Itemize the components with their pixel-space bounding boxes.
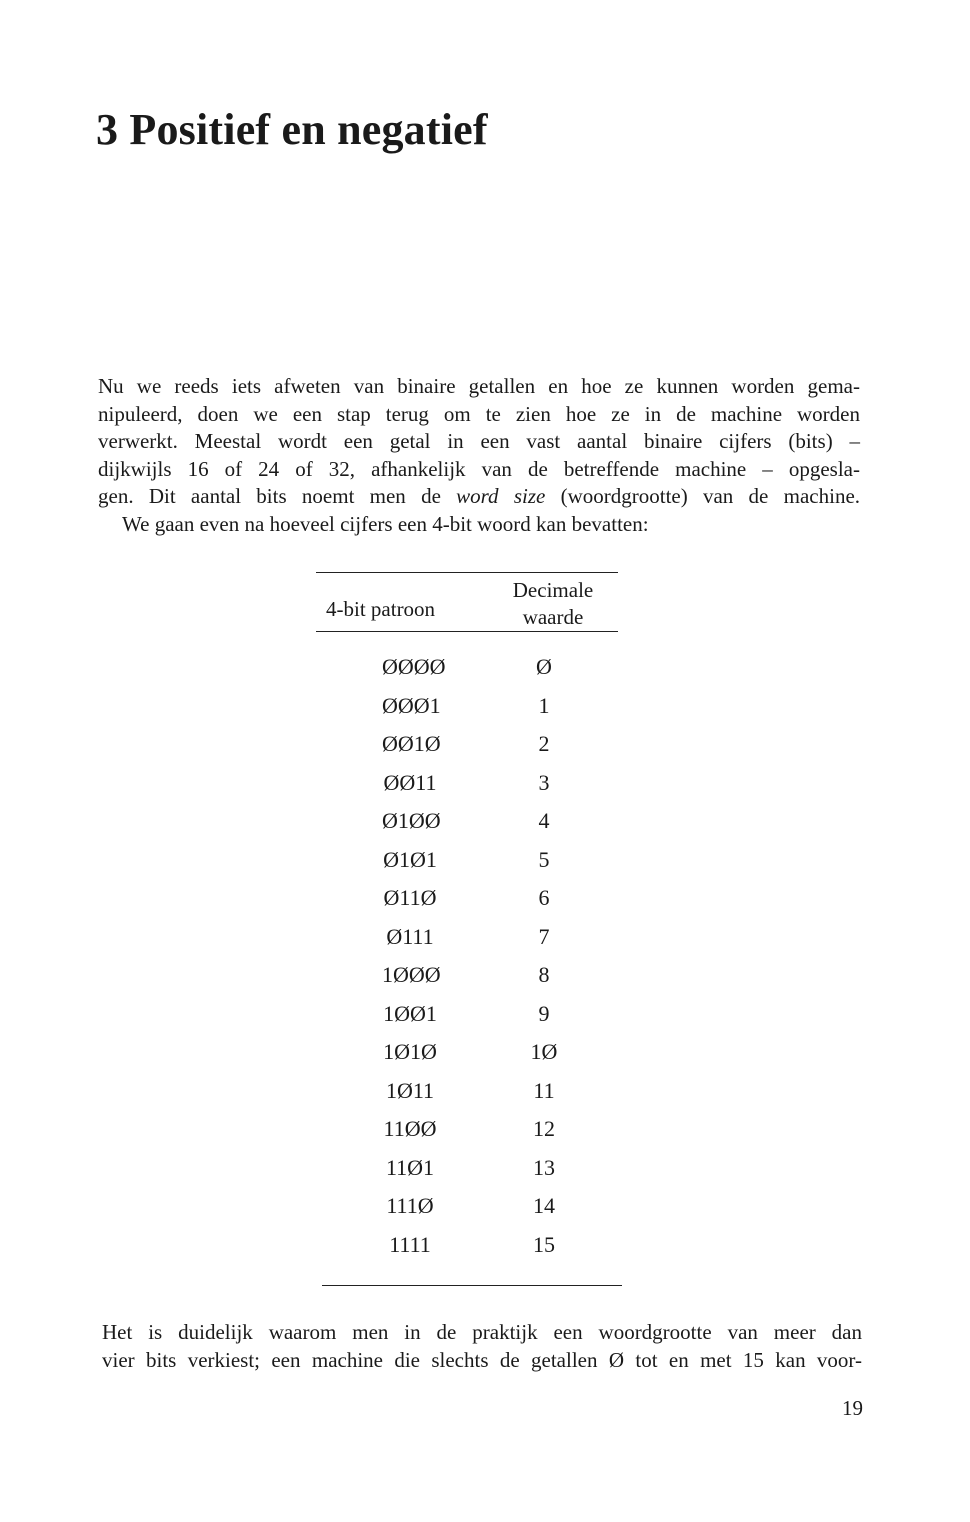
bit-pattern-cell: Ø111 xyxy=(386,923,434,949)
decimal-value-cell: 2 xyxy=(538,731,550,756)
bit-pattern-cell: 1Ø11 xyxy=(385,1077,435,1103)
bit-pattern-table xyxy=(316,572,618,1270)
decimal-value-cell: 15 xyxy=(533,1231,555,1257)
decimal-value-cell: 6 xyxy=(538,885,550,910)
decimal-value-cell: 8 xyxy=(538,962,550,987)
bit-pattern-cell: Ø1Ø1 xyxy=(383,846,437,872)
column-header-value-line1: Decimale xyxy=(512,578,594,602)
decimal-value-cell: 7 xyxy=(538,923,550,949)
bit-pattern-cell: 1ØØ1 xyxy=(383,1000,437,1026)
table-row xyxy=(316,885,618,924)
table-body xyxy=(316,654,618,1270)
decimal-value-cell: 1 xyxy=(538,692,550,718)
intro-line: Nu we reeds iets afweten van binaire getallen en hoe ze kunnen worden gema- xyxy=(98,374,860,398)
bit-pattern-cell: 1111 xyxy=(389,1231,431,1257)
decimal-value-cell: 3 xyxy=(538,769,550,795)
table-row xyxy=(316,1193,618,1232)
table-header xyxy=(316,573,618,631)
table-row xyxy=(316,1232,618,1271)
bit-pattern-cell: ØØØ1 xyxy=(382,692,441,718)
table-row xyxy=(316,654,618,693)
column-header-value-line2: waarde xyxy=(522,605,584,629)
bit-pattern-cell: 1ØØØ xyxy=(382,962,441,987)
bit-pattern-cell: ØØØØ xyxy=(382,654,446,679)
bit-pattern-cell: ØØ11 xyxy=(383,769,437,795)
intro-paragraph xyxy=(98,373,860,538)
outro-line: Het is duidelijk waarom men in de praktijk een woordgrootte van meer dan xyxy=(102,1320,862,1344)
chapter-heading: 3 Positief en negatief xyxy=(96,105,488,154)
bit-pattern-cell: 11ØØ xyxy=(383,1116,437,1141)
decimal-value-cell: 12 xyxy=(533,1116,555,1141)
table-row xyxy=(316,693,618,732)
column-header-pattern: 4-bit patroon xyxy=(326,597,436,621)
table-row xyxy=(316,1039,618,1078)
decimal-value-cell: 11 xyxy=(533,1077,555,1103)
bit-pattern-cell: ØØ1Ø xyxy=(382,731,441,756)
bit-pattern-cell: 1Ø1Ø xyxy=(383,1039,437,1064)
table-row xyxy=(316,808,618,847)
table-row xyxy=(316,1078,618,1117)
intro-line: We gaan even na hoeveel cijfers een 4-bit woord kan bevatten: xyxy=(122,511,649,536)
intro-line-word-size: gen. Dit aantal bits noemt men de word size (woordgrootte) van de machine. xyxy=(98,484,861,508)
decimal-value-cell: 13 xyxy=(533,1154,555,1180)
decimal-value-cell: 1Ø xyxy=(530,1039,558,1064)
table-bottom-rule xyxy=(322,1285,622,1286)
outro-paragraph xyxy=(102,1318,862,1374)
table-row xyxy=(316,770,618,809)
table-header-rule xyxy=(316,631,618,632)
decimal-value-cell: 5 xyxy=(538,846,550,872)
table-row xyxy=(316,1155,618,1194)
page-number: 19 xyxy=(842,1396,863,1420)
outro-line: vier bits verkiest; een machine die slechts de getallen Ø tot en met 15 kan voor- xyxy=(102,1348,862,1372)
term-word-size: word size xyxy=(456,484,546,508)
table-row xyxy=(316,962,618,1001)
bit-pattern-cell: 11Ø1 xyxy=(385,1154,435,1180)
decimal-value-cell: 9 xyxy=(538,1000,550,1026)
column-header-value xyxy=(494,577,612,631)
table-row xyxy=(316,847,618,886)
table-row xyxy=(316,1116,618,1155)
intro-line: verwerkt. Meestal wordt een getal in een vast aantal binaire cijfers (bits) – xyxy=(98,429,860,453)
bit-pattern-cell: Ø1ØØ xyxy=(382,808,441,833)
decimal-value-cell: 4 xyxy=(538,808,550,833)
table-row xyxy=(316,924,618,963)
intro-line: nipuleerd, doen we een stap terug om te zien hoe ze in de machine worden xyxy=(98,401,860,426)
bit-pattern-cell: Ø11Ø xyxy=(383,885,437,910)
decimal-value-cell: 14 xyxy=(533,1193,555,1218)
table-row xyxy=(316,731,618,770)
intro-line: dijkwijls 16 of 24 of 32, afhankelijk van de betreffende machine – opgesla- xyxy=(98,456,860,481)
table-row xyxy=(316,1001,618,1040)
bit-pattern-cell: 111Ø xyxy=(386,1193,434,1218)
decimal-value-cell: Ø xyxy=(536,654,552,679)
